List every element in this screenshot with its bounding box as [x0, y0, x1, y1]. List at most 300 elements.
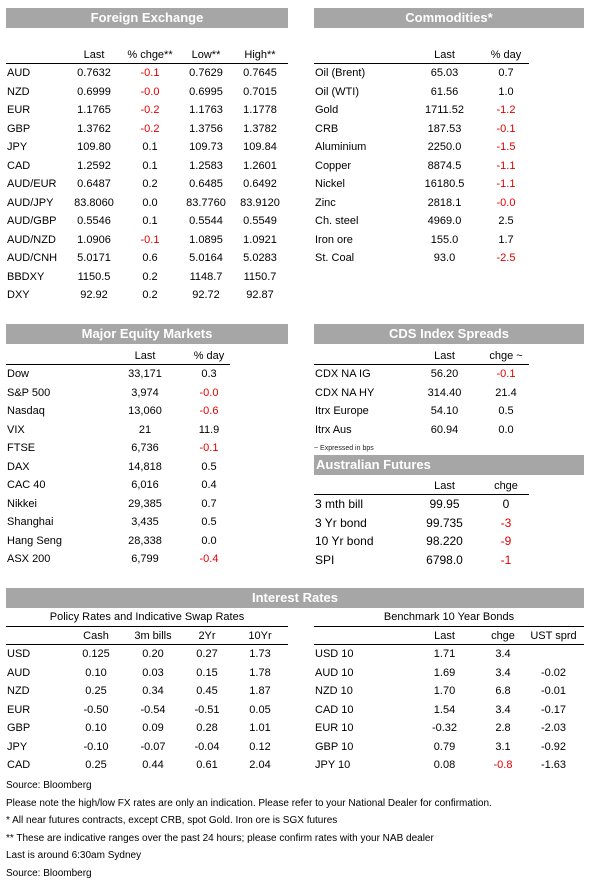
row-label: EUR: [7, 703, 31, 716]
table-cell: 1.01: [249, 722, 271, 735]
table-cell: 3.4: [495, 666, 511, 679]
table-cell: 0.6995: [189, 85, 223, 98]
table-cell: 92.87: [246, 289, 274, 302]
table-row: [6, 421, 230, 440]
table-cell: 1.1763: [189, 104, 223, 117]
table-row: [314, 402, 529, 421]
table-cell: -0.04: [194, 740, 220, 753]
column-header: Last: [406, 478, 483, 495]
column-header: % day: [188, 348, 230, 365]
table-cell: -0.10: [83, 740, 109, 753]
table-cell: 6,799: [131, 553, 159, 566]
column-header: 10Yr: [232, 628, 288, 645]
table-cell: -1.1: [496, 178, 516, 191]
table-row: [314, 701, 584, 720]
table-cell: 1.2583: [189, 159, 223, 172]
table-cell: 3,435: [131, 516, 159, 529]
column-header: Last: [406, 628, 483, 645]
table-cell: 0.5: [201, 460, 217, 473]
commodities-column-headers: [314, 47, 529, 64]
policy-column-headers: [6, 628, 288, 645]
table-cell: 14,818: [128, 460, 162, 473]
table-row: [314, 175, 529, 194]
table-row: [6, 756, 288, 775]
table-cell: 0.125: [82, 648, 110, 661]
table-row: [314, 719, 584, 738]
fx-title: Foreign Exchange: [6, 8, 288, 28]
table-row: [6, 738, 288, 757]
row-label: DAX: [7, 460, 30, 473]
table-cell: 0.6485: [189, 178, 223, 191]
table-cell: 1.0921: [243, 233, 277, 246]
table-cell: -1.2: [496, 104, 516, 117]
column-header: UST sprd: [523, 628, 584, 645]
table-cell: -0.1: [496, 368, 516, 381]
footer-notes: [6, 777, 586, 882]
table-row: [314, 514, 529, 533]
row-label: Nikkei: [7, 497, 37, 510]
column-header: % chge**: [120, 47, 180, 64]
column-header: Last: [406, 348, 483, 365]
bonds-panel: [314, 609, 584, 775]
row-label: Aluminium: [315, 141, 367, 154]
bonds-table: [314, 628, 584, 775]
table-cell: -0.4: [199, 553, 219, 566]
row-label: ASX 200: [7, 553, 51, 566]
row-label: Ch. steel: [315, 215, 359, 228]
row-label: VIX: [7, 423, 25, 436]
cds-header-row: [314, 348, 529, 365]
table-cell: 1.2592: [77, 159, 111, 172]
table-cell: 1.7: [498, 233, 514, 246]
interest-title: Interest Rates: [6, 588, 584, 608]
table-cell: 93.0: [433, 252, 456, 265]
row-label: AUD/GBP: [7, 215, 57, 228]
table-row: [6, 550, 230, 569]
table-row: [6, 212, 288, 231]
table-cell: 1.0895: [189, 233, 223, 246]
table-row: [6, 286, 288, 305]
table-cell: 13,060: [128, 405, 162, 418]
column-header: Last: [102, 348, 188, 365]
table-cell: 155.0: [430, 233, 459, 246]
table-row: [314, 157, 529, 176]
table-cell: -0.07: [140, 740, 166, 753]
table-cell: 54.10: [430, 405, 459, 418]
table-cell: 0.7: [201, 497, 217, 510]
table-row: [6, 495, 230, 514]
row-label: CDX NA HY: [315, 386, 375, 399]
table-cell: 0.2: [142, 289, 158, 302]
table-cell: 3.4: [495, 703, 511, 716]
fx-header-row: [6, 47, 288, 64]
row-label: USD 10: [315, 648, 354, 661]
row-label: AUD: [7, 666, 31, 679]
bonds-title: Benchmark 10 Year Bonds: [314, 609, 584, 627]
row-label: JPY 10: [315, 759, 351, 772]
table-cell: 0.6487: [77, 178, 111, 191]
table-cell: 1.78: [249, 666, 271, 679]
table-cell: 0.4: [201, 479, 217, 492]
column-header: [314, 628, 406, 645]
table-cell: 2.5: [498, 215, 514, 228]
column-header: [314, 348, 406, 365]
table-row: [6, 231, 288, 250]
table-cell: -0.92: [540, 740, 567, 753]
row-label: Nickel: [315, 178, 345, 191]
table-cell: 314.40: [427, 386, 462, 399]
equity-table: [6, 348, 230, 569]
table-cell: [523, 645, 584, 664]
row-label: 3 mth bill: [315, 497, 364, 512]
row-label: BBDXY: [7, 270, 45, 283]
footer-line: ** These are indicative ranges over the past 24 hours; please confirm rates with your NAB dealer: [6, 832, 434, 844]
table-cell: 0.27: [196, 648, 218, 661]
row-label: Iron ore: [315, 233, 353, 246]
row-label: AUD/NZD: [7, 233, 56, 246]
row-label: Oil (WTI): [315, 85, 359, 98]
table-row: [314, 756, 584, 775]
row-label: CAD 10: [315, 703, 354, 716]
table-cell: 0.7632: [77, 67, 111, 80]
table-cell: 21: [138, 423, 152, 436]
column-header: chge: [483, 628, 523, 645]
table-cell: 3.4: [495, 648, 511, 661]
row-label: GBP: [7, 722, 31, 735]
table-row: [314, 421, 529, 440]
table-cell: 6,016: [131, 479, 159, 492]
column-header: High**: [232, 47, 288, 64]
futures-header-row: [314, 478, 529, 495]
table-cell: 29,385: [128, 497, 162, 510]
table-cell: -2.03: [540, 722, 567, 735]
table-cell: 1.71: [433, 648, 456, 661]
table-cell: -1.5: [496, 141, 516, 154]
table-cell: 0.79: [433, 740, 456, 753]
table-row: [6, 645, 288, 664]
table-cell: 0.08: [433, 759, 456, 772]
cds-note: ~ Expressed in bps: [314, 445, 374, 452]
table-cell: 5.0283: [243, 252, 277, 265]
column-header: [6, 628, 68, 645]
row-label: 3 Yr bond: [315, 515, 367, 530]
table-row: [314, 231, 529, 250]
table-row: [6, 402, 230, 421]
row-label: Shanghai: [7, 516, 54, 529]
row-label: Gold: [315, 104, 339, 117]
table-cell: 0.10: [85, 722, 107, 735]
column-header: Cash: [68, 628, 124, 645]
fx-body: [6, 64, 288, 305]
row-label: S&P 500: [7, 386, 51, 399]
table-cell: 0.28: [196, 722, 218, 735]
table-cell: 83.9120: [240, 196, 280, 209]
table-row: [6, 120, 288, 139]
table-cell: -0.1: [140, 233, 160, 246]
table-cell: 2818.1: [427, 196, 462, 209]
table-cell: -0.0: [199, 386, 219, 399]
table-cell: 1.87: [249, 685, 271, 698]
table-cell: 16180.5: [424, 178, 465, 191]
commodities-header-row: [314, 47, 529, 64]
table-cell: 0.1: [142, 141, 158, 154]
row-label: Copper: [315, 159, 352, 172]
table-cell: 0.6492: [243, 178, 277, 191]
table-cell: 0.6999: [77, 85, 111, 98]
column-header: 2Yr: [182, 628, 232, 645]
table-cell: 109.84: [243, 141, 277, 154]
table-row: [6, 476, 230, 495]
table-cell: 0.09: [142, 722, 164, 735]
table-cell: 1.70: [433, 685, 456, 698]
table-row: [6, 513, 230, 532]
table-row: [6, 83, 288, 102]
row-label: AUD 10: [315, 666, 354, 679]
table-cell: 92.72: [192, 289, 220, 302]
table-cell: 0.5549: [243, 215, 277, 228]
column-header: 3m bills: [124, 628, 182, 645]
table-row: [6, 268, 288, 287]
row-label: GBP: [7, 122, 31, 135]
fx-table: [6, 47, 288, 305]
row-label: CDX NA IG: [315, 368, 371, 381]
table-cell: 0.7629: [189, 67, 223, 80]
table-cell: -1.1: [496, 159, 516, 172]
row-label: CRB: [315, 122, 339, 135]
table-row: [314, 645, 584, 664]
table-cell: 0.1: [142, 215, 158, 228]
equity-body: [6, 365, 230, 569]
row-label: NZD 10: [315, 685, 353, 698]
commodities-panel: [314, 8, 584, 268]
column-header: chge: [483, 478, 529, 495]
row-label: JPY: [7, 141, 28, 154]
footer-line: Source: Bloomberg: [6, 867, 92, 879]
table-cell: 1711.52: [425, 104, 464, 117]
table-cell: 3.1: [495, 740, 511, 753]
table-cell: 33,171: [128, 368, 162, 381]
table-row: [6, 439, 230, 458]
table-row: [314, 682, 584, 701]
row-label: AUD: [7, 67, 31, 80]
cds-table: [314, 348, 529, 439]
table-cell: -0.1: [140, 67, 160, 80]
table-cell: 0.45: [196, 685, 218, 698]
equity-panel: [6, 324, 288, 569]
row-label: Dow: [7, 368, 30, 381]
cds-column-headers: [314, 348, 529, 365]
table-row: [314, 365, 529, 384]
row-label: JPY: [7, 740, 28, 753]
futures-title: Australian Futures: [314, 455, 584, 475]
fx-column-headers: [6, 47, 288, 64]
bonds-header-row: [314, 628, 584, 645]
table-cell: 0.12: [249, 740, 271, 753]
cds-panel: [314, 324, 584, 569]
table-cell: -0.01: [540, 685, 567, 698]
row-label: Hang Seng: [7, 534, 63, 547]
table-row: [314, 138, 529, 157]
table-row: [6, 101, 288, 120]
table-cell: 0.5: [498, 405, 514, 418]
table-cell: 5.0171: [77, 252, 111, 265]
table-cell: -0.17: [540, 703, 567, 716]
table-row: [6, 384, 230, 403]
table-row: [6, 175, 288, 194]
commodities-title: Commodities*: [314, 8, 584, 28]
row-label: Nasdaq: [7, 405, 45, 418]
row-label: Zinc: [315, 196, 336, 209]
table-row: [314, 664, 584, 683]
table-cell: 56.20: [430, 368, 459, 381]
table-row: [314, 64, 529, 83]
row-label: DXY: [7, 289, 30, 302]
fx-panel: [6, 8, 288, 305]
row-label: EUR 10: [315, 722, 354, 735]
table-cell: -9: [500, 534, 512, 549]
table-cell: -0.50: [83, 703, 109, 716]
row-label: Itrx Aus: [315, 423, 352, 436]
table-row: [314, 194, 529, 213]
table-cell: -0.54: [140, 703, 166, 716]
row-label: CAD: [7, 159, 31, 172]
table-cell: 0.2: [142, 270, 158, 283]
footer-line: Please note the high/low FX rates are only an indication. Please refer to your National Dealer for confirmation.: [6, 797, 492, 809]
row-label: 10 Yr bond: [315, 534, 374, 549]
table-row: [314, 495, 529, 514]
table-cell: 1150.5: [77, 270, 111, 283]
equity-header-row: [6, 348, 230, 365]
table-cell: 109.73: [189, 141, 223, 154]
table-cell: 0.6: [142, 252, 158, 265]
footer-line: Source: Bloomberg: [6, 780, 92, 791]
bonds-column-headers: [314, 628, 584, 645]
table-cell: 2.8: [495, 722, 511, 735]
table-row: [314, 249, 529, 268]
table-cell: 0.25: [85, 759, 107, 772]
table-cell: -1.63: [540, 759, 567, 772]
table-cell: -0.51: [194, 703, 220, 716]
policy-body: [6, 645, 288, 775]
table-cell: 0.61: [196, 759, 218, 772]
table-cell: 98.220: [426, 534, 463, 549]
commodities-body: [314, 64, 529, 268]
table-cell: 1150.7: [243, 270, 277, 283]
table-row: [6, 719, 288, 738]
table-cell: -0.0: [496, 196, 516, 209]
table-cell: 3,974: [131, 386, 159, 399]
table-row: [6, 682, 288, 701]
table-cell: -3: [500, 515, 512, 530]
table-cell: 83.7760: [186, 196, 226, 209]
table-cell: -2.5: [496, 252, 516, 265]
table-cell: 4969.0: [427, 215, 462, 228]
row-label: EUR: [7, 104, 31, 117]
table-cell: 0.7645: [243, 67, 277, 80]
row-label: AUD/EUR: [7, 178, 57, 191]
row-label: Oil (Brent): [315, 67, 366, 80]
table-cell: 0.3: [201, 368, 217, 381]
table-cell: 0.7: [498, 67, 514, 80]
column-header: chge ~: [483, 348, 529, 365]
futures-table: [314, 478, 529, 569]
table-cell: 0.5544: [189, 215, 223, 228]
table-cell: 2250.0: [427, 141, 462, 154]
column-header: Last: [68, 47, 120, 64]
column-header: [6, 47, 68, 64]
table-cell: 0.15: [196, 666, 218, 679]
cds-body: [314, 365, 529, 440]
table-cell: 0.0: [142, 196, 158, 209]
table-cell: 187.53: [427, 122, 462, 135]
table-cell: 0.03: [142, 666, 164, 679]
table-cell: 65.03: [430, 67, 459, 80]
futures-body: [314, 495, 529, 570]
table-row: [6, 532, 230, 551]
column-header: [314, 47, 406, 64]
table-cell: 0.10: [85, 666, 107, 679]
table-row: [314, 83, 529, 102]
row-label: St. Coal: [315, 252, 355, 265]
footer-line: Last is around 6:30am Sydney: [6, 850, 142, 861]
table-cell: 0: [502, 497, 510, 512]
table-cell: 1.69: [433, 666, 456, 679]
table-cell: 21.4: [495, 386, 517, 399]
table-cell: 0.20: [142, 648, 164, 661]
table-cell: 0.5: [201, 516, 217, 529]
policy-header-row: [6, 628, 288, 645]
table-cell: 0.25: [85, 685, 107, 698]
policy-table: [6, 628, 288, 775]
row-label: NZD: [7, 685, 30, 698]
table-cell: 61.56: [430, 85, 459, 98]
table-cell: -0.0: [140, 85, 160, 98]
table-cell: 11.9: [198, 423, 220, 436]
table-cell: 1.73: [249, 648, 271, 661]
table-cell: 5.0164: [189, 252, 223, 265]
table-cell: 1.1765: [77, 104, 111, 117]
table-cell: 1.1778: [243, 104, 277, 117]
table-cell: 0.2: [142, 178, 158, 191]
row-label: USD: [7, 648, 31, 661]
table-row: [6, 157, 288, 176]
table-row: [6, 664, 288, 683]
policy-title: Policy Rates and Indicative Swap Rates: [6, 609, 288, 627]
table-cell: 0.7015: [243, 85, 277, 98]
table-cell: 1.2601: [243, 159, 277, 172]
row-label: CAC 40: [7, 479, 46, 492]
table-cell: 1.3756: [189, 122, 223, 135]
table-cell: 0.34: [142, 685, 164, 698]
table-cell: 0.5546: [77, 215, 111, 228]
column-header: [314, 478, 406, 495]
futures-column-headers: [314, 478, 529, 495]
table-row: [6, 64, 288, 83]
table-row: [314, 212, 529, 231]
table-cell: 99.95: [429, 497, 460, 512]
table-cell: 2.04: [249, 759, 271, 772]
table-row: [6, 701, 288, 720]
table-cell: 0.0: [201, 534, 217, 547]
table-row: [314, 120, 529, 139]
row-label: SPI: [315, 552, 335, 567]
table-cell: 83.8060: [74, 196, 114, 209]
table-row: [314, 101, 529, 120]
table-cell: 8874.5: [427, 159, 462, 172]
footer-line: * All near futures contracts, except CRB, spot Gold. Iron ore is SGX futures: [6, 815, 338, 826]
table-cell: 1148.7: [189, 270, 223, 283]
table-row: [314, 551, 529, 570]
